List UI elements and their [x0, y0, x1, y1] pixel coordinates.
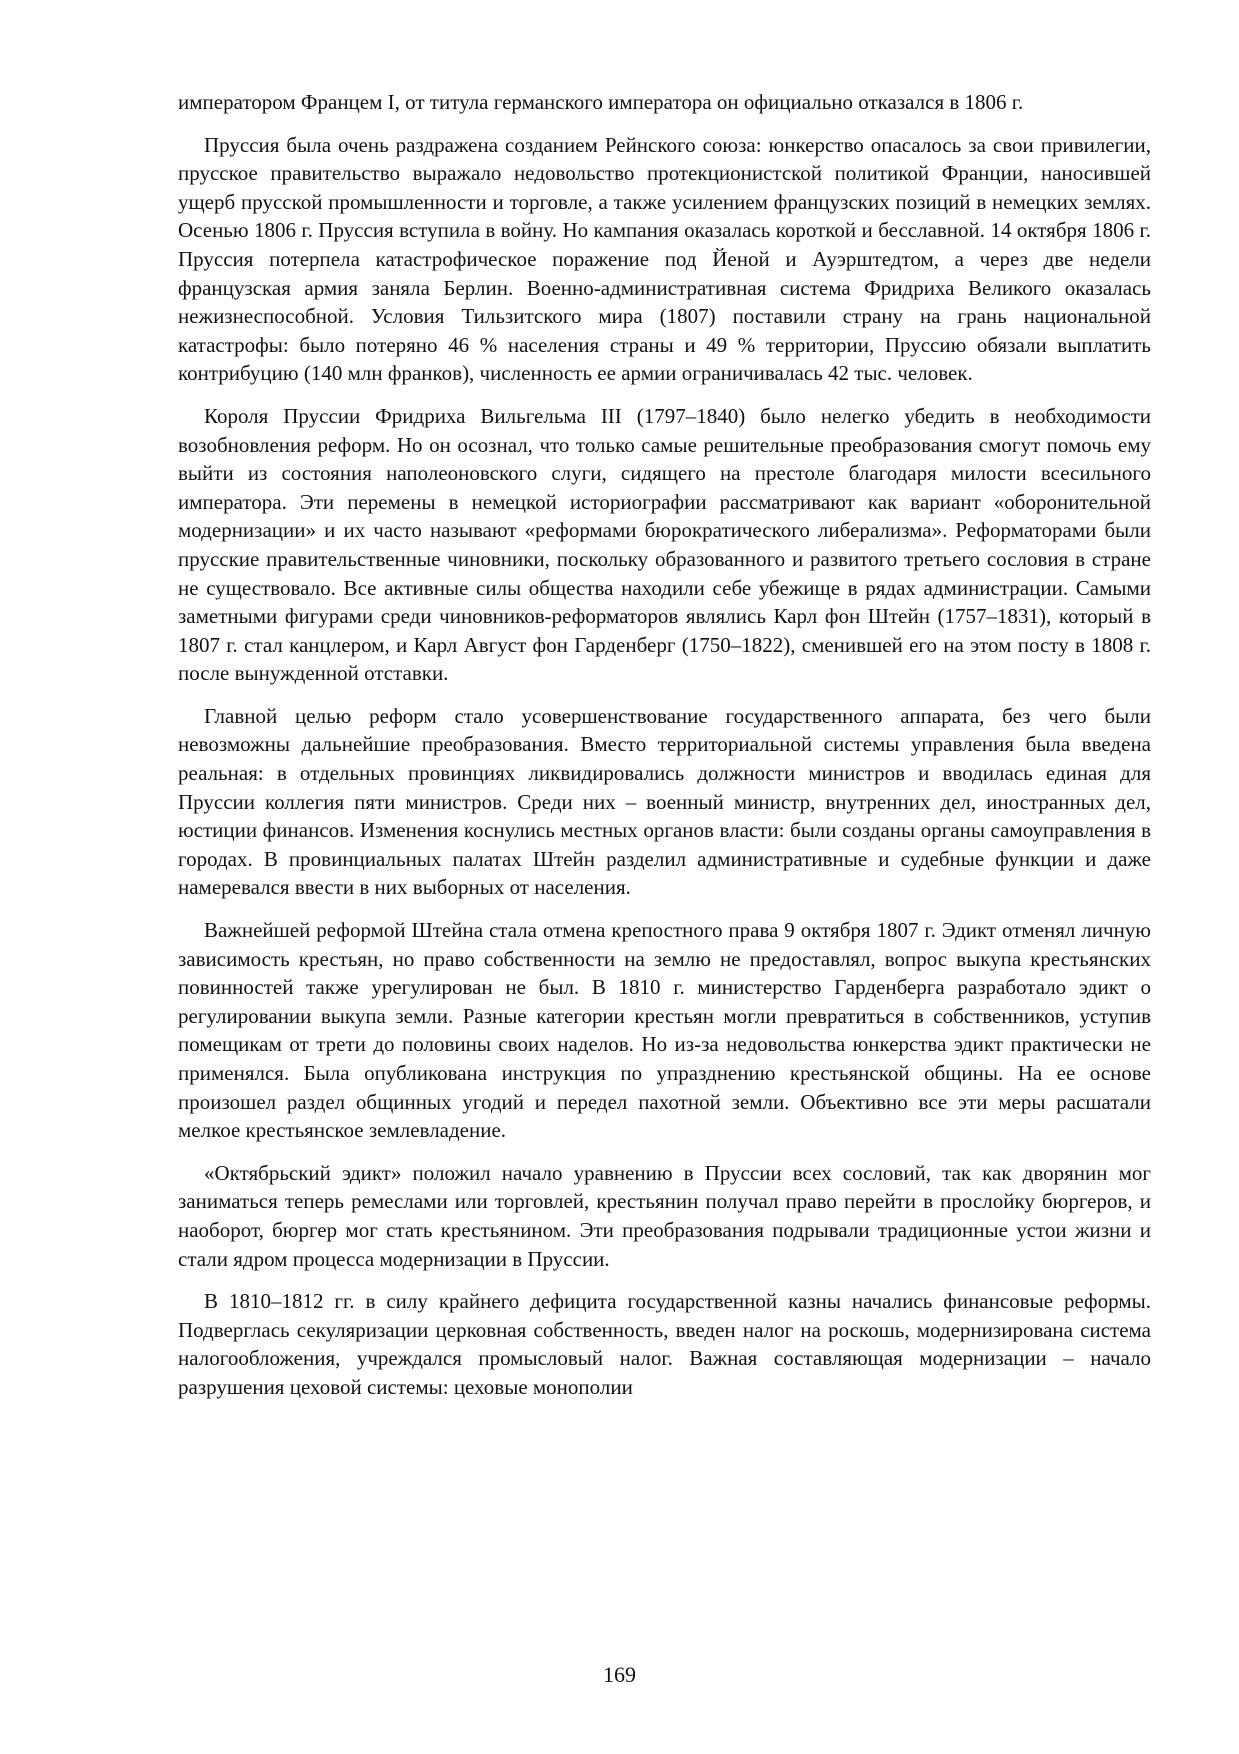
paragraph-state-apparatus: Главной целью реформ стало усовершенствование государственного аппарата, без чего были невозможны дальнейшие преобразования. Вместо территориальной системы управления была введена реальная: в отдельных провинциях ликвидировались должности министров и вводилась единая для Пруссии коллегия пяти министров. Среди них – военный министр, внутренних дел, иностранных дел, юстиции финансов. Изменения коснулись местных органов власти: были созданы органы самоуправления в городах. В провинциальных палатах Штейн разделил административные и судебные функции и даже намеревался ввести в них выборных от населения. — [178, 703, 1151, 900]
document-body — [178, 88, 1151, 1416]
paragraph-continuation: императором Францем I, от титула германского императора он официально отказался в 1806 г. — [178, 90, 1024, 114]
paragraph-prussia-war: Пруссия была очень раздражена созданием Рейнского союза: юнкерство опасалось за свои привилегии, прусское правительство выражало недовольство протекционистской политикой Франции, наносившей ущерб прусской промышленности и торговле, а также усилением французских позиций в немецких землях. Осенью 1806 г. Пруссия вступила в войну. Но кампания оказалась короткой и бесславной. 14 октября 1806 г. Пруссия потерпела катастрофическое поражение под Йеной и Ауэрштедтом, а через две недели французская армия заняла Берлин. Военно-административная система Фридриха Великого оказалась нежизнеспособной. Условия Тильзитского мира (1807) поставили страну на грань национальной катастрофы: было потеряно 46 % населения страны и 49 % территории, Пруссию обязали выплатить контрибуцию (140 млн франков), численность ее армии ограничивалась 42 тыс. человек. — [178, 132, 1151, 386]
page-number: 169 — [603, 1662, 636, 1687]
paragraph-financial-reforms: В 1810–1812 гг. в силу крайнего дефицита государственной казны начались финансовые реформы. Подверглась секуляризации церковная собственность, введен налог на роскошь, модернизирована система налогообложения, учреждался промысловый налог. Важная составляющая модернизации – начало разрушения цеховой системы: цеховые монополии — [178, 1289, 1151, 1399]
paragraph-october-edict: «Октябрьский эдикт» положил начало уравнению в Пруссии всех сословий, так как дворянин мог заниматься теперь ремеслами или торговлей, крестьянин получал право перейти в прослойку бюргеров, и наоборот, бюргер мог стать крестьянином. Эти преобразования подрывали традиционные устои жизни и стали ядром процесса модернизации в Пруссии. — [178, 1160, 1151, 1271]
paragraph-king-reforms: Короля Пруссии Фридриха Вильгельма III (1797–1840) было нелегко убедить в необходимости возобновления реформ. Но он осознал, что только самые решительные преобразования смогут помочь ему выйти из состояния наполеоновского слуги, сидящего на престоле благодаря милости всесильного императора. Эти перемены в немецкой историографии рассматривают как вариант «оборонительной модернизации» и их часто называют «реформами бюрократического либерализма». Реформаторами были прусские правительственные чиновники, поскольку образованного и развитого третьего сословия в стране не существовало. Все активные силы общества находили себе убежище в рядах администрации. Самыми заметными фигурами среди чиновников-реформаторов являлись Карл фон Штейн (1757–1831), который в 1807 г. стал канцлером, и Карл Август фон Гарденберг (1750–1822), сменившей его на этом посту в 1808 г. после вынужденной отставки. — [178, 403, 1151, 686]
paragraph-serfdom-abolition: Важнейшей реформой Штейна стала отмена крепостного права 9 октября 1807 г. Эдикт отменял личную зависимость крестьян, но право собственности на землю не предоставлял, вопрос выкупа крестьянских повинностей также урегулирован не был. В 1810 г. министерство Гарденберга разработало эдикт о регулировании выкупа земли. Разные категории крестьян могли превратиться в собственников, уступив помещикам от трети до половины своих наделов. Но из-за недовольства юнкерства эдикт практически не применялся. Была опубликована инструкция по упразднению крестьянской общины. На ее основе произошел раздел общинных угодий и передел пахотной земли. Объективно все эти меры расшатали мелкое крестьянское землевладение. — [178, 918, 1151, 1143]
